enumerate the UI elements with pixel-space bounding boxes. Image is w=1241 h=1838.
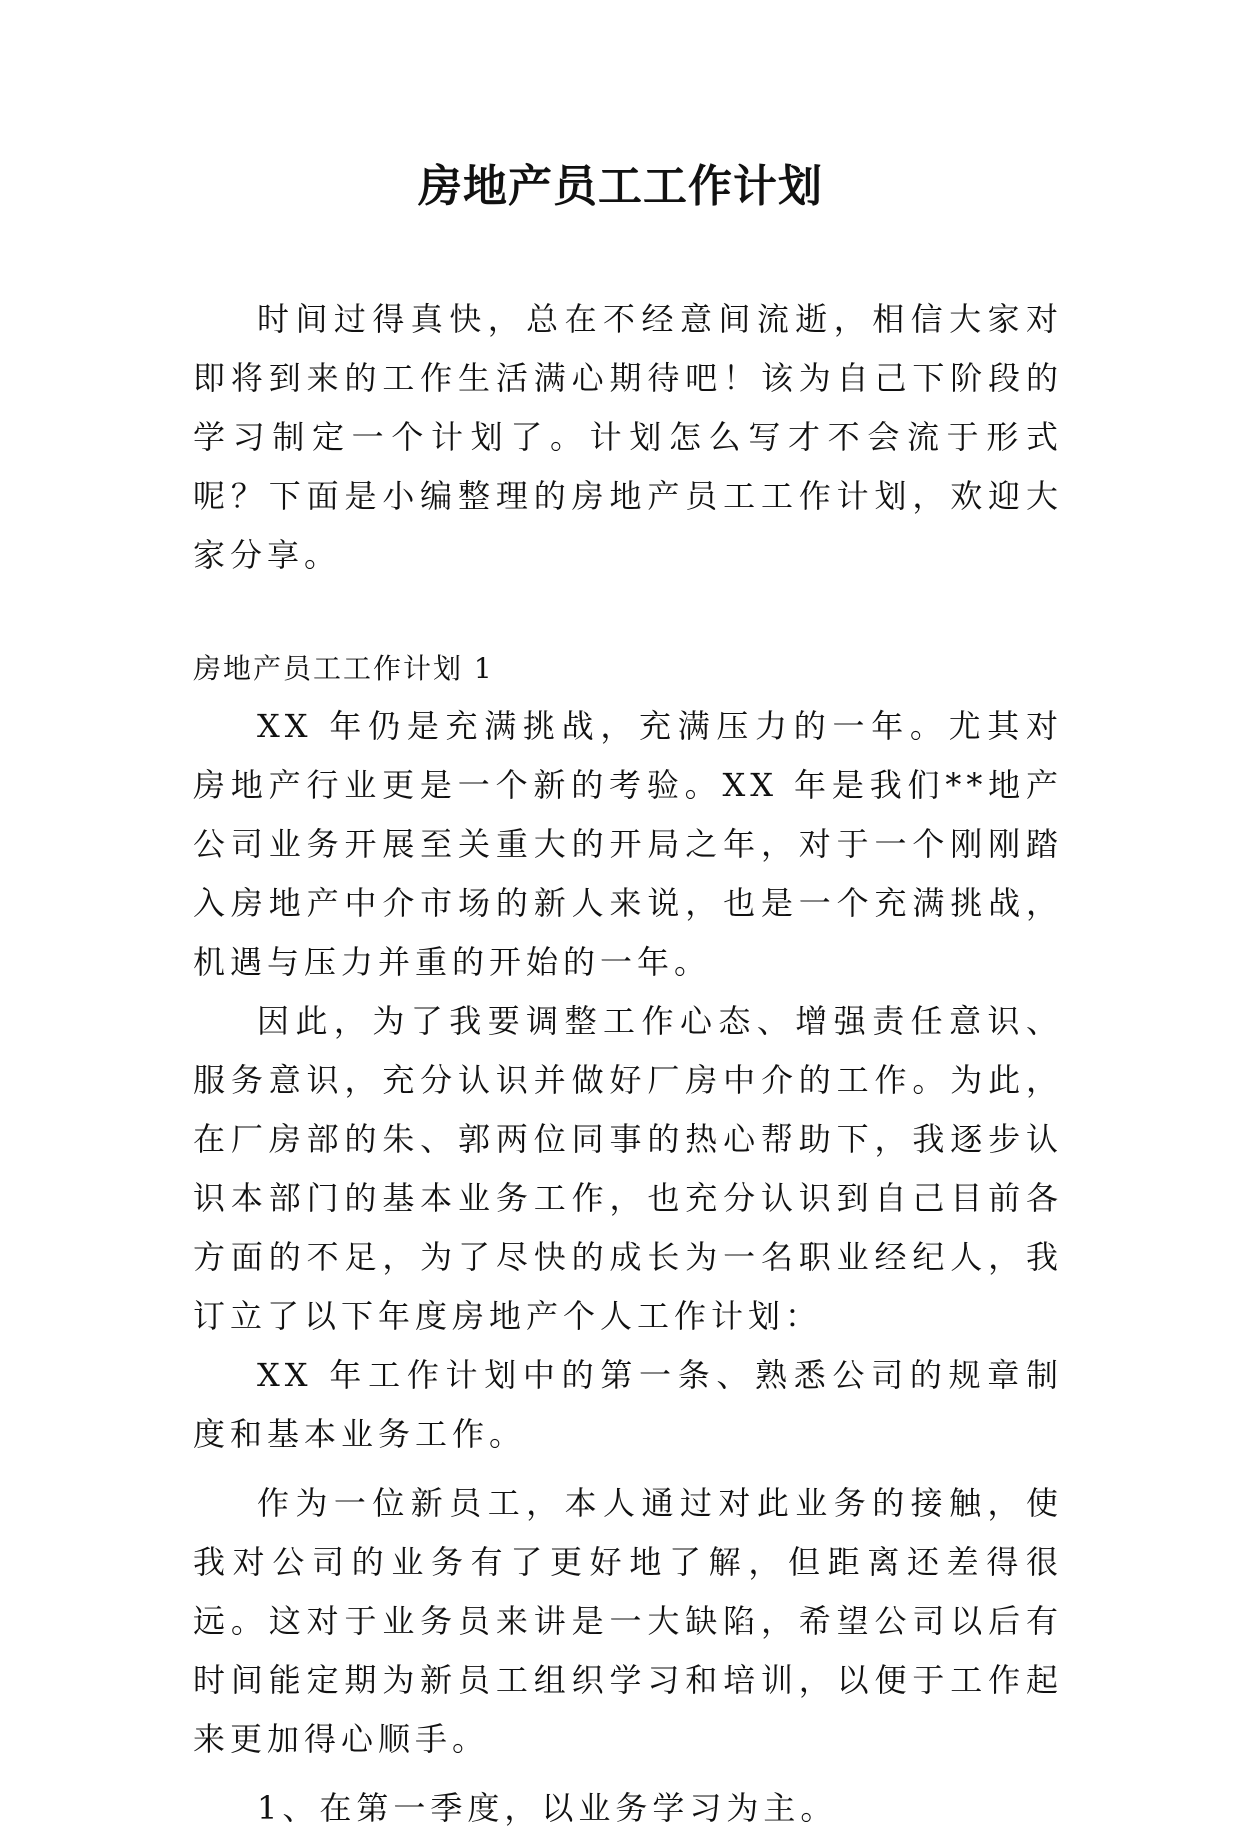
document-body <box>193 290 1063 1838</box>
body-paragraph: 因此，为了我要调整工作心态、增强责任意识、服务意识，充分认识并做好厂房中介的工作。为此，在厂房部的朱、郭两位同事的热心帮助下，我逐步认识本部门的基本业务工作，也充分认识到自己目前各方面的不足，为了尽快的成长为一名职业经纪人，我订立了以下年度房地产个人工作计划： <box>193 1002 1063 1335</box>
document-title: 房地产员工工作计划 <box>418 161 823 212</box>
body-paragraph: XX 年工作计划中的第一条、熟悉公司的规章制度和基本业务工作。 <box>193 1356 1063 1453</box>
body-paragraph: XX 年仍是充满挑战，充满压力的一年。尤其对房地产行业更是一个新的考验。XX 年是我们**地产公司业务开展至关重大的开局之年，对于一个刚刚踏入房地产中介市场的新人来说，也是一个充满挑战，机遇与压力并重的开始的一年。 <box>193 707 1063 981</box>
intro-paragraph: 时间过得真快，总在不经意间流逝，相信大家对即将到来的工作生活满心期待吧！该为自己下阶段的学习制定一个计划了。计划怎么写才不会流于形式呢？下面是小编整理的房地产员工工作计划，欢迎大家分享。 <box>193 300 1063 574</box>
body-paragraph: 1、在第一季度，以业务学习为主。 <box>257 1789 838 1827</box>
section-title: 房地产员工工作计划 1 <box>193 652 494 685</box>
body-paragraph: 作为一位新员工，本人通过对此业务的接触，使我对公司的业务有了更好地了解，但距离还差得很远。这对于业务员来讲是一大缺陷，希望公司以后有时间能定期为新员工组织学习和培训，以便于工作起来更加得心顺手。 <box>193 1484 1063 1758</box>
